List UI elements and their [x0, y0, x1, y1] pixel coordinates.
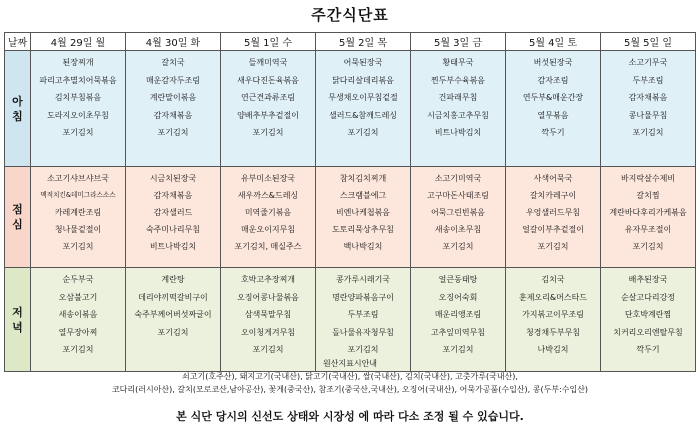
- day-header: 5월 2일 목: [316, 33, 411, 51]
- menu-item: 파리고추멸치어묵볶음: [39, 75, 117, 85]
- menu-list: [126, 51, 220, 142]
- menu-list: [126, 167, 220, 255]
- menu-cell: [411, 268, 506, 372]
- day-header: 5월 1일 수: [221, 33, 316, 51]
- menu-item: 오이청게겨무침: [240, 327, 296, 337]
- menu-item: 두부조림: [347, 310, 379, 319]
- menu-item: 단호박계란찜: [624, 310, 672, 319]
- menu-item: 포기김치: [252, 345, 284, 354]
- menu-item: 포기김치: [347, 345, 379, 354]
- meal-label-char: 점: [12, 203, 23, 216]
- menu-item: 들깨미역국: [248, 58, 288, 67]
- menu-item: 감자조림: [537, 75, 569, 85]
- menu-item: 감자채볶음: [153, 110, 193, 120]
- menu-item: 닭다리살데리볶음: [332, 75, 394, 85]
- menu-item: 새우다진돈육볶음: [237, 75, 299, 85]
- menu-item: 오징어숙회: [438, 292, 478, 302]
- menu-item: 황태무국: [442, 58, 474, 67]
- menu-list: [601, 51, 695, 142]
- menu-list: [316, 51, 410, 142]
- menu-list: [411, 167, 505, 255]
- menu-list: [221, 51, 315, 142]
- menu-item: 순두부국: [62, 275, 94, 284]
- menu-item: 찐두부수육볶음: [430, 75, 486, 85]
- menu-list: [506, 268, 600, 359]
- menu-item: 얼큰동태탕: [438, 275, 478, 284]
- menu-item: 깍두기: [541, 128, 565, 137]
- menu-item: 스크램블에그: [339, 191, 387, 200]
- menu-list: [31, 167, 125, 255]
- menu-list: [316, 268, 410, 359]
- menu-cell: [316, 167, 411, 268]
- menu-cell: [31, 167, 126, 268]
- menu-item: 계란말이볶음: [149, 93, 197, 102]
- menu-item: 감자샐러드: [153, 208, 193, 217]
- menu-item: 건파래무침: [438, 93, 478, 102]
- menu-item: 포기김치, 매실주스: [234, 242, 302, 251]
- menu-cell: [601, 51, 696, 167]
- menu-item: 감자채볶음: [628, 93, 668, 102]
- menu-cell: [506, 51, 601, 167]
- day-header: 5월 3일 금: [411, 33, 506, 51]
- menu-item: 새송이볶음: [58, 310, 98, 319]
- menu-cell: [221, 51, 316, 167]
- menu-cell: [31, 51, 126, 167]
- adjustment-notice: 본 식단 당시의 신선도 상태와 시장성 에 따라 다소 조정 될 수 있습니다.: [176, 410, 524, 423]
- lunch-row: [5, 167, 696, 268]
- menu-item: 계란바다후리가케볶음: [609, 208, 687, 217]
- menu-item: 숙주부께어버섯짜글이: [134, 310, 212, 319]
- menu-item: 깍두기: [636, 345, 660, 354]
- menu-cell: [126, 167, 221, 268]
- menu-item: 연근견과류조림: [240, 93, 296, 102]
- menu-item: 갈치국: [161, 58, 185, 67]
- menu-item: 갈치카레구이: [529, 191, 577, 200]
- day-header: 4월 29일 월: [31, 33, 126, 51]
- menu-cell: [411, 167, 506, 268]
- menu-item: 어묵그린빈볶음: [430, 208, 486, 217]
- menu-item: 갈치찜: [636, 191, 660, 200]
- menu-item: 된장찌개: [62, 58, 94, 67]
- menu-item: 소고기미역국: [434, 174, 482, 183]
- day-header: 5월 4일 토: [506, 33, 601, 51]
- menu-item: 포기김치: [632, 242, 664, 251]
- menu-item: 양배추부추겉절이: [237, 110, 299, 120]
- menu-item: 매운감자두조림: [145, 75, 201, 85]
- meal-label-char: 침: [12, 109, 23, 123]
- menu-item: 순살고다리강정: [620, 292, 676, 302]
- menu-cell: [126, 51, 221, 167]
- menu-item: 열무장아찌: [58, 327, 98, 337]
- menu-item: 카레계란조림: [54, 208, 102, 217]
- menu-item: 삼색묵말무침: [244, 310, 292, 319]
- menu-cell: [126, 268, 221, 372]
- menu-list: [31, 268, 125, 359]
- menu-item: 바지락살수제비: [620, 174, 676, 183]
- menu-list: [221, 268, 315, 359]
- menu-cell: [221, 268, 316, 372]
- menu-item: 포기김치: [632, 128, 664, 137]
- menu-item: 계란탕: [161, 275, 185, 284]
- menu-item: 열무볶음: [537, 110, 569, 120]
- menu-item: 미역줄기볶음: [244, 208, 292, 217]
- menu-cell: [31, 268, 126, 372]
- menu-list: [506, 167, 600, 255]
- menu-item: 나박김치: [537, 345, 569, 354]
- breakfast-row: [5, 51, 696, 167]
- menu-item: 숙주미나리무침: [145, 225, 201, 234]
- menu-list: [601, 167, 695, 255]
- menu-item: 오징어콩나물볶음: [237, 292, 299, 302]
- day-header: 4월 30일 화: [126, 33, 221, 51]
- menu-item: 치커리오리엔탈무침: [613, 327, 683, 337]
- menu-item: 매운오이지무침: [240, 225, 296, 234]
- weekly-menu-table: [4, 32, 696, 372]
- menu-item: 포기김치: [62, 128, 94, 137]
- menu-item: 우엉샐러드무침: [525, 208, 581, 217]
- menu-item: 도토리묵상추무침: [332, 225, 394, 234]
- menu-item: 김치국: [541, 275, 565, 284]
- menu-item: 소고기무국: [628, 58, 668, 67]
- menu-item: 호박고추장찌개: [240, 275, 296, 284]
- menu-item: 돌나물유자청무침: [332, 327, 394, 337]
- menu-item: 연두부&매운간장: [522, 93, 584, 102]
- meal-label-breakfast: [5, 51, 31, 167]
- menu-item: 데리야끼떡갈비구이: [138, 292, 208, 302]
- origin-line: 쇠고기(호주산), 돼지고기(국내산), 닭고기(국내산), 쌀(국내산), 김치(국내산), 고춧가루(국내산),: [182, 372, 518, 381]
- menu-item: 소고기샤브샤브국: [47, 174, 109, 183]
- menu-item: 포기김치: [62, 242, 94, 251]
- menu-item: 감자채볶음: [153, 191, 193, 200]
- origin-heading: 원산지표시안내: [322, 359, 378, 368]
- menu-item: 유자무조절이: [624, 225, 672, 234]
- menu-cell: [506, 167, 601, 268]
- menu-item: 맥적치킨&데미그라스소스: [40, 191, 116, 199]
- meal-label-char: 저: [12, 305, 23, 319]
- menu-item: 포기김치: [537, 242, 569, 251]
- menu-item: 포기김치: [157, 327, 189, 337]
- menu-cell: [316, 51, 411, 167]
- corner-label: 날짜: [5, 33, 31, 51]
- menu-item: 샐러드&참깨드레싱: [328, 110, 398, 120]
- menu-cell: [316, 268, 411, 372]
- menu-item: 버섯된장국: [533, 58, 573, 67]
- menu-item: 고추잎미역무침: [430, 327, 486, 337]
- menu-list: [601, 268, 695, 359]
- menu-item: 두부조림: [632, 75, 664, 85]
- menu-item: 배추된장국: [628, 275, 668, 284]
- menu-item: 콩가루시래기국: [335, 275, 391, 284]
- meal-label-dinner: [5, 268, 31, 372]
- menu-item: 포기김치: [62, 345, 94, 354]
- menu-list: [126, 268, 220, 341]
- menu-item: 포기김치: [252, 128, 284, 137]
- menu-item: 김치부침볶음: [54, 93, 102, 102]
- menu-item: 비트나박김치: [434, 128, 482, 137]
- menu-item: 시금치된장국: [149, 174, 197, 183]
- meal-label-lunch: [5, 167, 31, 268]
- menu-item: 사색어묵국: [533, 174, 573, 183]
- meal-label-char: 아: [12, 94, 23, 108]
- menu-item: 백나박김치: [343, 242, 383, 251]
- menu-cell: [411, 51, 506, 167]
- menu-list: [31, 51, 125, 142]
- menu-item: 포기김치: [442, 242, 474, 251]
- menu-list: [316, 167, 410, 255]
- menu-item: 비엔나케첩볶음: [335, 208, 391, 217]
- menu-item: 얼갈이부추겉절이: [522, 225, 584, 234]
- date-header-row: [5, 33, 696, 51]
- menu-item: 무생채오이무침겉절: [328, 93, 398, 102]
- menu-item: 시금치홍고추무침: [427, 110, 489, 120]
- menu-item: 유부미소된장국: [240, 174, 296, 183]
- menu-item: 콩나물무침: [628, 110, 668, 120]
- menu-item: 포기김치: [157, 128, 189, 137]
- menu-item: 비트나박김치: [149, 242, 197, 251]
- menu-item: 포기김치: [442, 345, 474, 354]
- menu-item: 새송이초무침: [434, 225, 482, 234]
- meal-label-char: 녁: [12, 320, 23, 334]
- menu-list: [221, 167, 315, 255]
- day-header: 5월 5일 일: [601, 33, 696, 51]
- menu-cell: [601, 167, 696, 268]
- menu-item: 어묵된장국: [343, 58, 383, 67]
- menu-item: 가지볶고이무조림: [522, 310, 584, 319]
- meal-label-char: 심: [12, 218, 23, 231]
- dinner-row: [5, 268, 696, 372]
- menu-cell: [601, 268, 696, 372]
- menu-cell: [221, 167, 316, 268]
- menu-list: [411, 51, 505, 142]
- origin-line: 코다리(러시아산), 갈치(모로코산,남아공산), 꽃게(중국산), 참조기(중국산,국내산), 오징어(국내산), 어묵가공품(수입산), 콩(두부:수입산): [111, 385, 589, 394]
- origin-notice: [4, 357, 696, 396]
- menu-item: 매운리앵조림: [434, 310, 482, 319]
- menu-item: 청경채두부무침: [525, 327, 581, 337]
- menu-item: 오삼불고기: [58, 292, 98, 302]
- menu-item: 고구마돈사태조림: [427, 191, 489, 200]
- menu-item: 포기김치: [347, 128, 379, 137]
- menu-item: 명란양파볶음구이: [332, 292, 394, 302]
- menu-item: 훈제오리&머스타드: [518, 292, 588, 302]
- menu-list: [411, 268, 505, 359]
- menu-item: 참치김치찌개: [339, 174, 387, 183]
- menu-item: 도라지오이초무침: [47, 110, 109, 120]
- page-title: 주간식단표: [311, 6, 389, 24]
- menu-list: [506, 51, 600, 142]
- menu-cell: [506, 268, 601, 372]
- menu-item: 새우까스&드레싱: [237, 191, 299, 200]
- menu-item: 청나물겉절이: [54, 225, 102, 234]
